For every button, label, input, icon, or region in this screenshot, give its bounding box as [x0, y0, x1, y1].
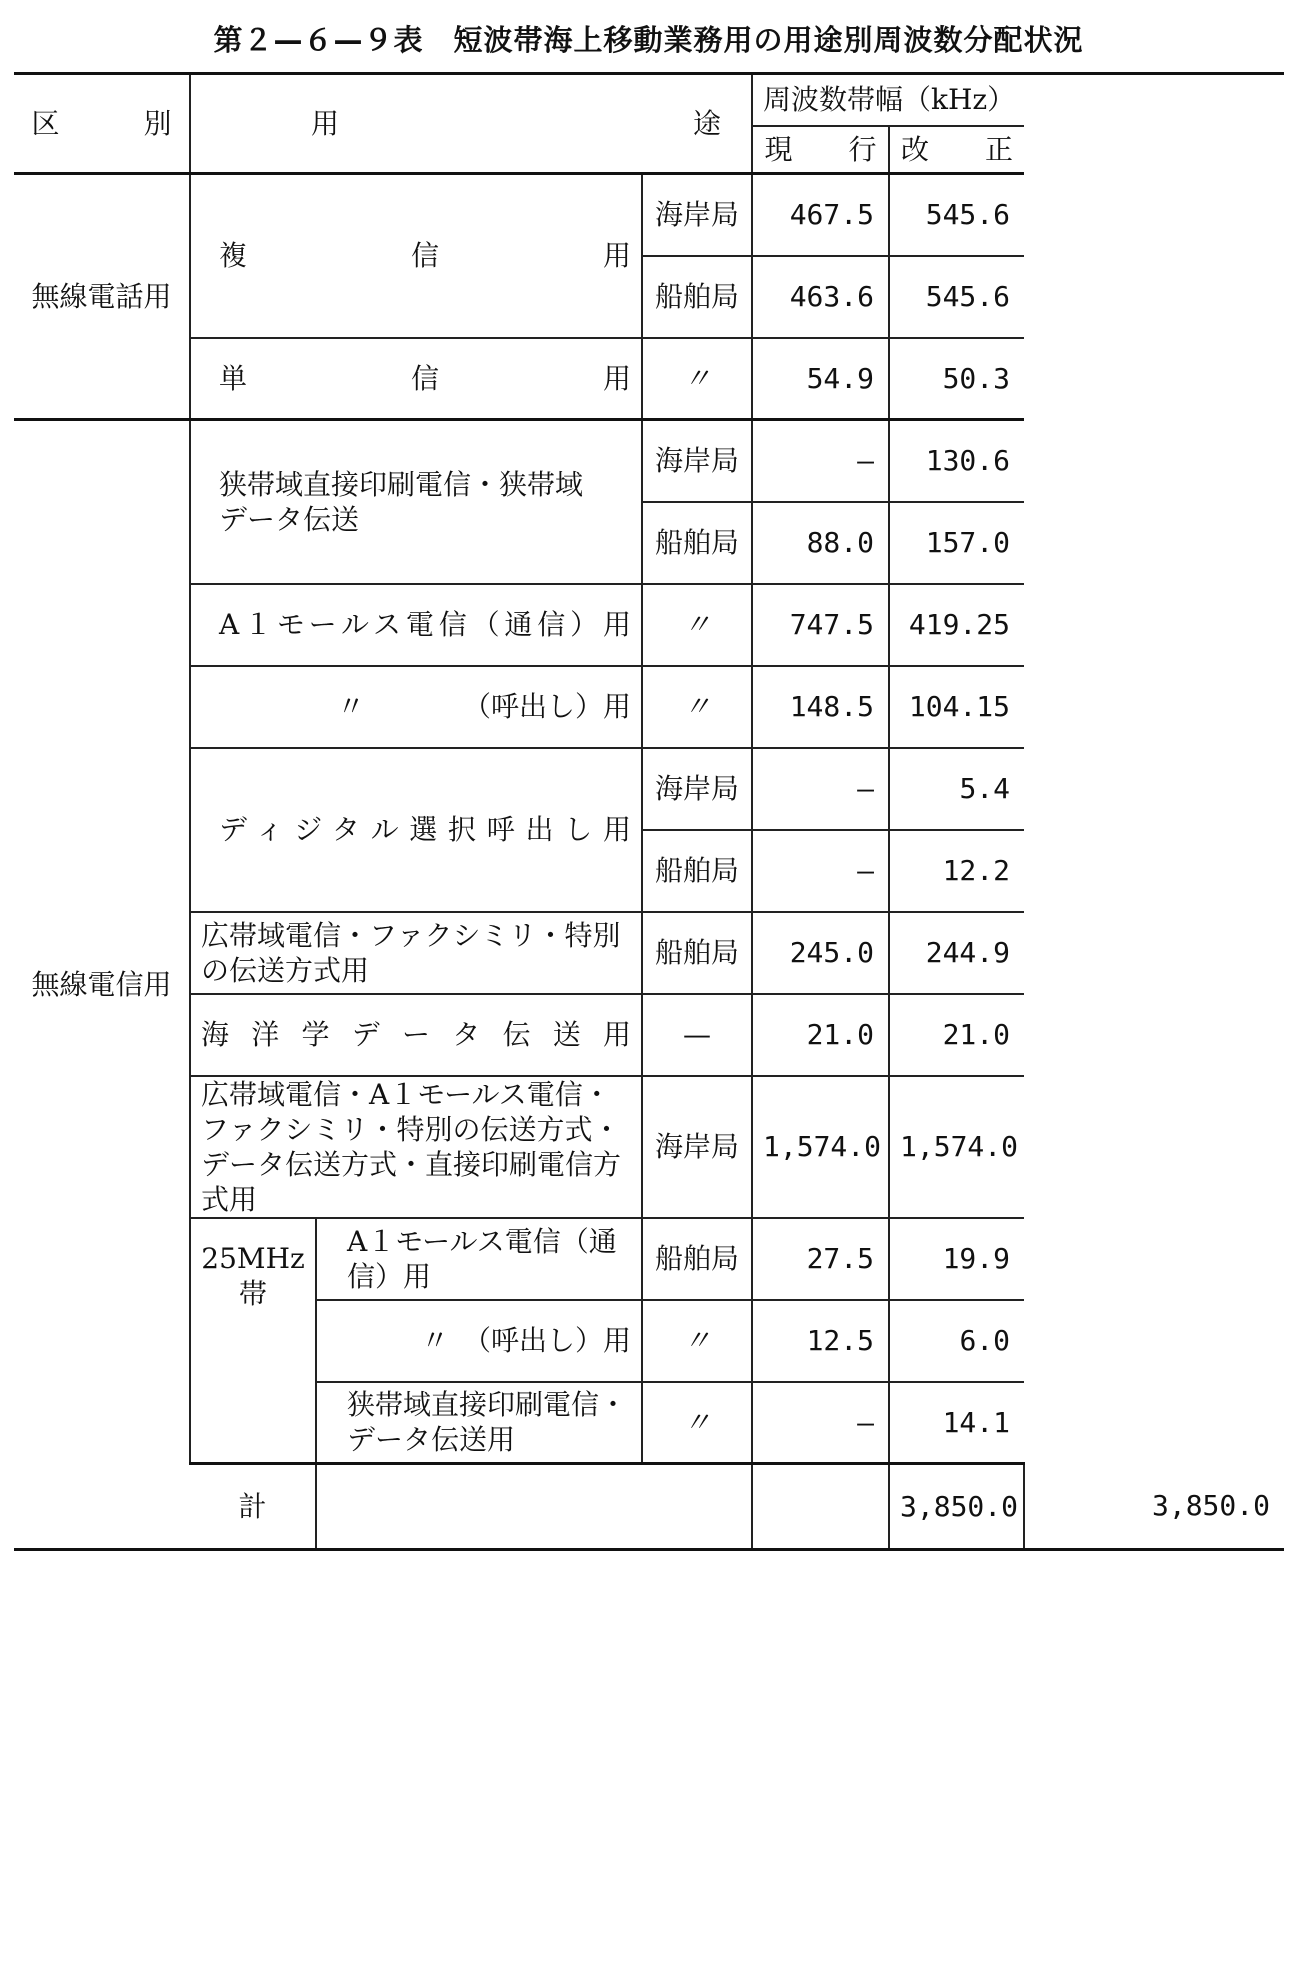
station-cell: 海岸局 [642, 174, 752, 256]
current-value: 1,574.0 [752, 1076, 889, 1218]
revised-value: 6.0 [889, 1300, 1024, 1382]
usage-cell: 広帯域電信・ファクシミリ・特別の伝送方式用 [190, 912, 642, 994]
station-cell: 船舶局 [642, 912, 752, 994]
station-cell: 船舶局 [642, 502, 752, 584]
current-value: 747.5 [752, 584, 889, 666]
total-usage-empty [316, 1464, 752, 1550]
current-value: — [752, 420, 889, 502]
station-cell: 船舶局 [642, 830, 752, 912]
current-value: 27.5 [752, 1218, 889, 1300]
usage-cell: A１モールス電信（通信）用 [190, 584, 642, 666]
usage-cell: 〃 （呼出し）用 [190, 666, 642, 748]
revised-value: 5.4 [889, 748, 1024, 830]
total-station-empty [752, 1464, 889, 1550]
revised-value: 50.3 [889, 338, 1024, 420]
total-revised: 3,850.0 [1024, 1464, 1284, 1550]
station-cell: 〃 [642, 338, 752, 420]
current-value: 54.9 [752, 338, 889, 420]
usage-cell: A１モールス電信（通信）用 [316, 1218, 642, 1300]
revised-value: 12.2 [889, 830, 1024, 912]
header-current: 現 行 [752, 126, 889, 174]
usage-cell: 複 信 用 [190, 174, 642, 338]
station-cell: 〃 [642, 1382, 752, 1464]
station-cell: 〃 [642, 584, 752, 666]
current-value: — [752, 1382, 889, 1464]
current-value: 467.5 [752, 174, 889, 256]
revised-value: 104.15 [889, 666, 1024, 748]
usage-cell: 海洋学データ伝送用 [190, 994, 642, 1076]
group-telephone: 無線電話用 [14, 174, 190, 420]
revised-value: 130.6 [889, 420, 1024, 502]
revised-value: 14.1 [889, 1382, 1024, 1464]
header-usage: 用 途 [190, 74, 752, 174]
station-cell: — [642, 994, 752, 1076]
usage-cell: ディジタル選択呼出し用 [190, 748, 642, 912]
usage-cell: 狭帯域直接印刷電信・狭帯域データ伝送 [190, 420, 642, 584]
station-cell: 船舶局 [642, 256, 752, 338]
current-value: — [752, 748, 889, 830]
current-value: 463.6 [752, 256, 889, 338]
revised-value: 19.9 [889, 1218, 1024, 1300]
usage-cell: 広帯域電信・A１モールス電信・ファクシミリ・特別の伝送方式・データ伝送方式・直接印刷電信方式用 [190, 1076, 642, 1218]
current-value: — [752, 830, 889, 912]
revised-value: 1,574.0 [889, 1076, 1024, 1218]
current-value: 12.5 [752, 1300, 889, 1382]
revised-value: 157.0 [889, 502, 1024, 584]
header-category: 区 別 [14, 74, 190, 174]
revised-value: 545.6 [889, 256, 1024, 338]
current-value: 88.0 [752, 502, 889, 584]
station-cell: 〃 [642, 1300, 752, 1382]
frequency-allocation-table [14, 72, 1284, 1551]
usage-cell: 単 信 用 [190, 338, 642, 420]
usage-cell: 〃 （呼出し）用 [316, 1300, 642, 1382]
group-telegraph: 無線電信用 [14, 420, 190, 1550]
total-label: 計 [190, 1464, 316, 1550]
station-cell: 海岸局 [642, 420, 752, 502]
revised-value: 545.6 [889, 174, 1024, 256]
usage-cell: 狭帯域直接印刷電信・データ伝送用 [316, 1382, 642, 1464]
table-title: 第２—６—９表 短波帯海上移動業務用の用途別周波数分配状況 [213, 23, 1084, 57]
revised-value: 244.9 [889, 912, 1024, 994]
total-current: 3,850.0 [889, 1464, 1024, 1550]
station-cell: 海岸局 [642, 748, 752, 830]
header-revised: 改 正 [889, 126, 1024, 174]
station-cell: 海岸局 [642, 1076, 752, 1218]
header-bandwidth: 周波数帯幅（kHz） [752, 74, 1024, 126]
revised-value: 21.0 [889, 994, 1024, 1076]
station-cell: 〃 [642, 666, 752, 748]
revised-value: 419.25 [889, 584, 1024, 666]
current-value: 148.5 [752, 666, 889, 748]
current-value: 21.0 [752, 994, 889, 1076]
group-25mhz: 25MHz帯 [190, 1218, 316, 1464]
current-value: 245.0 [752, 912, 889, 994]
station-cell: 船舶局 [642, 1218, 752, 1300]
